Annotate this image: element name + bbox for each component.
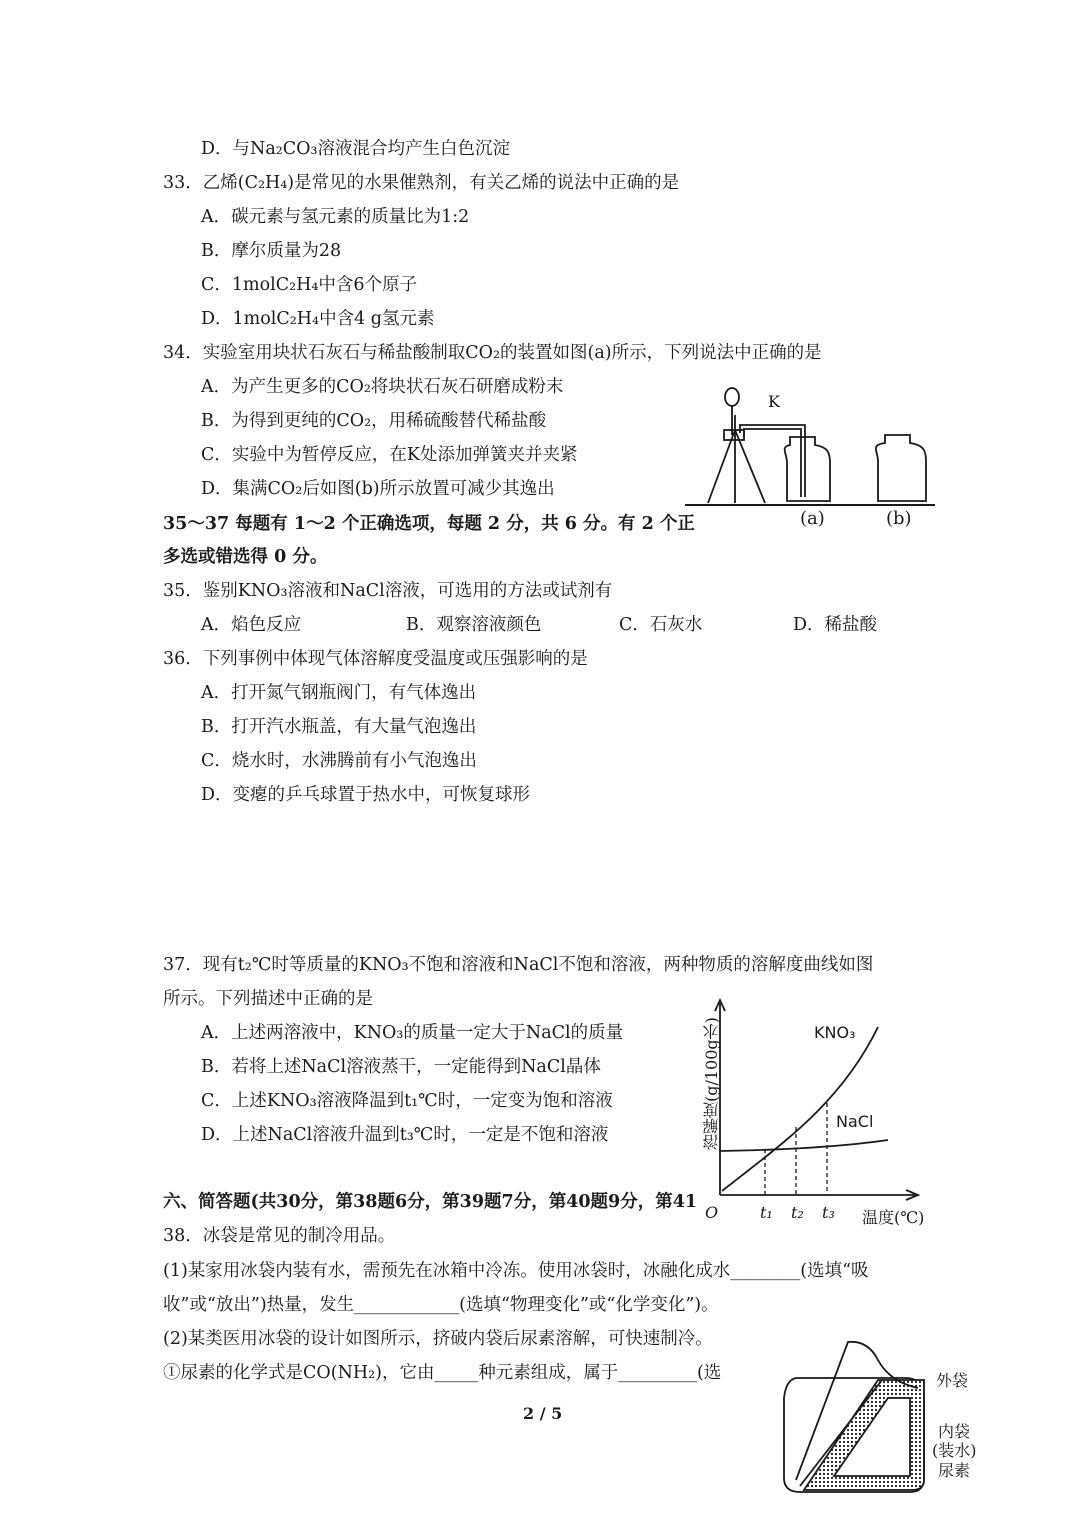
q37-stem-line1: 37．现有t₂℃时等质量的KNO₃不饱和溶液和NaCl不饱和溶液，两种物质的溶解度曲线如图 [163,955,874,975]
q34-option-c: C．实验中为暂停反应，在K处添加弹簧夹并夹紧 [201,445,578,465]
q34-option-a: A．为产生更多的CO₂将块状石灰石研磨成粉末 [201,377,564,397]
q38-part1-line1: (1)某家用冰袋内装有水，需预先在冰箱中冷冻。使用冰袋时，冰融化成水________(选填“吸 [163,1261,869,1281]
section-note-line1: 35～37 每题有 1～2 个正确选项，每题 2 分，共 6 分。有 2 个正 [163,514,695,534]
q33-option-d: D．1molC₂H₄中含4 g氢元素 [201,309,435,329]
q34-stem: 34．实验室用块状石灰石与稀盐酸制取CO₂的装置如图(a)所示，下列说法中正确的是 [163,343,822,363]
series-line-kno3 [722,1027,878,1191]
q37-option-b: B．若将上述NaCl溶液蒸干，一定能得到NaCl晶体 [201,1057,601,1077]
label-outer-bag: 外袋 [936,1371,969,1390]
chart-origin: O [705,1203,719,1222]
q37-stem-line2: 所示。下列描述中正确的是 [163,989,373,1009]
q33-option-c: C．1molC₂H₄中含6个原子 [201,275,418,295]
q33-stem: 33．乙烯(C₂H₄)是常见的水果催熟剂，有关乙烯的说法中正确的是 [163,173,680,193]
q35-option-d: D．稀盐酸 [793,615,878,635]
figure-a-label: (a) [800,508,825,529]
ice-pack-figure [778,1340,938,1500]
q36-option-b: B．打开汽水瓶盖，有大量气泡逸出 [201,717,477,737]
page-number: 2 / 5 [523,1404,563,1423]
q38-part2: (2)某类医用冰袋的设计如图所示，挤破内袋后尿素溶解，可快速制冷。 [163,1329,713,1349]
figure-b-label: (b) [886,508,912,529]
chart-ylabel: 溶解度(g/100g水) [702,1017,721,1150]
series-line-nacl [720,1140,888,1151]
q35-option-a: A．焰色反应 [201,615,302,635]
q38-part2-sub1: ①尿素的化学式是CO(NH₂)，它由_____种元素组成，属于_________(选 [163,1363,722,1383]
q34-option-b: B．为得到更纯的CO₂，用稀硫酸替代稀盐酸 [201,411,547,431]
section-note-line2: 多选或错选得 0 分。 [163,547,328,567]
q37-option-d: D．上述NaCl溶液升温到t₃℃时，一定是不饱和溶液 [201,1125,609,1145]
q36-stem: 36．下列事例中体现气体溶解度受温度或压强影响的是 [163,649,588,669]
q32-option-d: D．与Na₂CO₃溶液混合均产生白色沉淀 [201,139,511,159]
x-tick-t2: t₂ [791,1203,804,1222]
q38-part1-line2: 收”或“放出”)热量，发生____________(选填“物理变化”或“化学变化”)。 [163,1295,719,1315]
valve-k-label: K [768,392,780,411]
q37-option-a: A．上述两溶液中，KNO₃的质量一定大于NaCl的质量 [201,1023,624,1043]
x-tick-t1: t₁ [760,1203,773,1222]
q38-stem: 38．冰袋是常见的制冷用品。 [163,1226,396,1246]
label-inner-bag: 内袋 [938,1422,971,1441]
chart-xlabel: 温度(℃) [862,1208,925,1227]
q36-option-d: D．变瘪的乒乓球置于热水中，可恢复球形 [201,785,531,805]
q37-option-c: C．上述KNO₃溶液降温到t₁℃时，一定变为饱和溶液 [201,1091,613,1111]
x-tick-t3: t₃ [822,1203,835,1222]
section6-heading: 六、简答题(共30分，第38题6分，第39题7分，第40题9分，第41 [163,1192,698,1212]
q36-option-c: C．烧水时，水沸腾前有小气泡逸出 [201,751,477,771]
q33-option-b: B．摩尔质量为28 [201,241,342,261]
label-inner-bag-water: (装水) [932,1441,977,1460]
q35-option-c: C．石灰水 [619,615,703,635]
legend-nacl: NaCl [836,1112,874,1131]
legend-kno3: KNO₃ [814,1023,856,1042]
q34-option-d: D．集满CO₂后如图(b)所示放置可减少其逸出 [201,479,555,499]
q35-stem: 35．鉴别KNO₃溶液和NaCl溶液，可选用的方法或试剂有 [163,581,613,601]
q36-option-a: A．打开氮气钢瓶阀门，有气体逸出 [201,683,477,703]
q33-option-a: A．碳元素与氢元素的质量比为1:2 [201,207,470,227]
q35-option-b: B．观察溶液颜色 [406,615,542,635]
label-urea: 尿素 [938,1461,971,1480]
